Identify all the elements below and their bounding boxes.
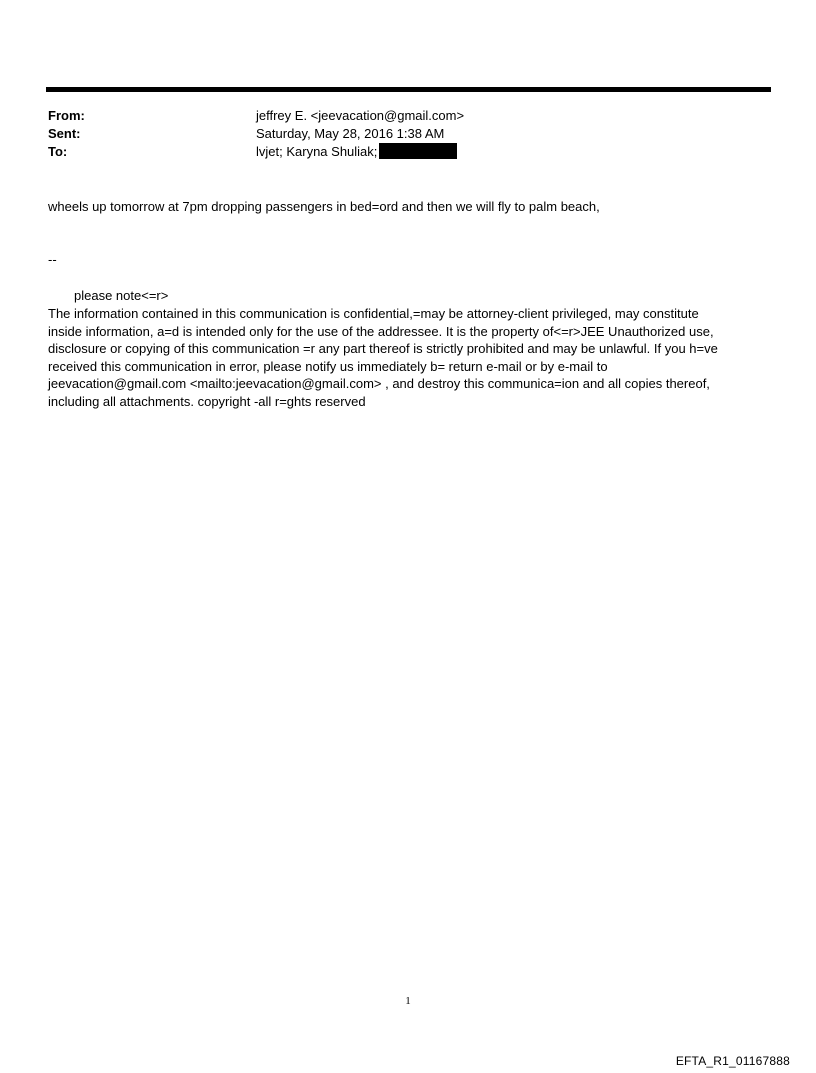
disclaimer-line: disclosure or copying of this communication =r any part thereof is strictly prohibited and may be unlawful. If you h=ve bbox=[48, 341, 718, 357]
signature-separator: -- bbox=[48, 252, 57, 267]
from-value: jeffrey E. <jeevacation@gmail.com> bbox=[256, 108, 465, 123]
to-value: lvjet; Karyna Shuliak; bbox=[256, 144, 378, 159]
disclaimer-line: inside information, a=d is intended only for the use of the addressee. It is the property of<=r>JEE Unauthorized use, bbox=[48, 323, 714, 339]
sent-value: Saturday, May 28, 2016 1:38 AM bbox=[256, 126, 445, 141]
bates-number: EFTA_R1_01167888 bbox=[675, 1054, 790, 1068]
to-value-wrapper bbox=[256, 143, 457, 161]
sent-row bbox=[48, 125, 768, 143]
from-label: From: bbox=[48, 108, 85, 123]
message-body: wheels up tomorrow at 7pm dropping passengers in bed=ord and then we will fly to palm beach, bbox=[48, 199, 600, 214]
disclaimer-text bbox=[48, 305, 770, 411]
header-divider bbox=[46, 87, 771, 92]
from-row bbox=[48, 107, 768, 125]
to-label: To: bbox=[48, 144, 68, 159]
email-header bbox=[48, 107, 768, 161]
disclaimer-line: jeevacation@gmail.com <mailto:jeevacation@gmail.com> , and destroy this communica=ion and all copies thereof, bbox=[48, 376, 710, 392]
disclaimer-note: please note<=r> bbox=[74, 288, 169, 303]
redaction-block bbox=[379, 143, 457, 159]
to-row bbox=[48, 143, 768, 161]
disclaimer-line: The information contained in this communication is confidential,=may be attorney-client privileged, may constitute bbox=[48, 306, 699, 321]
disclaimer-line: received this communication in error, please notify us immediately b= return e-mail or by e-mail to bbox=[48, 358, 608, 374]
sent-label: Sent: bbox=[48, 126, 81, 141]
disclaimer-line: including all attachments. copyright -all r=ghts reserved bbox=[48, 393, 366, 409]
page-number: 1 bbox=[405, 995, 411, 1007]
